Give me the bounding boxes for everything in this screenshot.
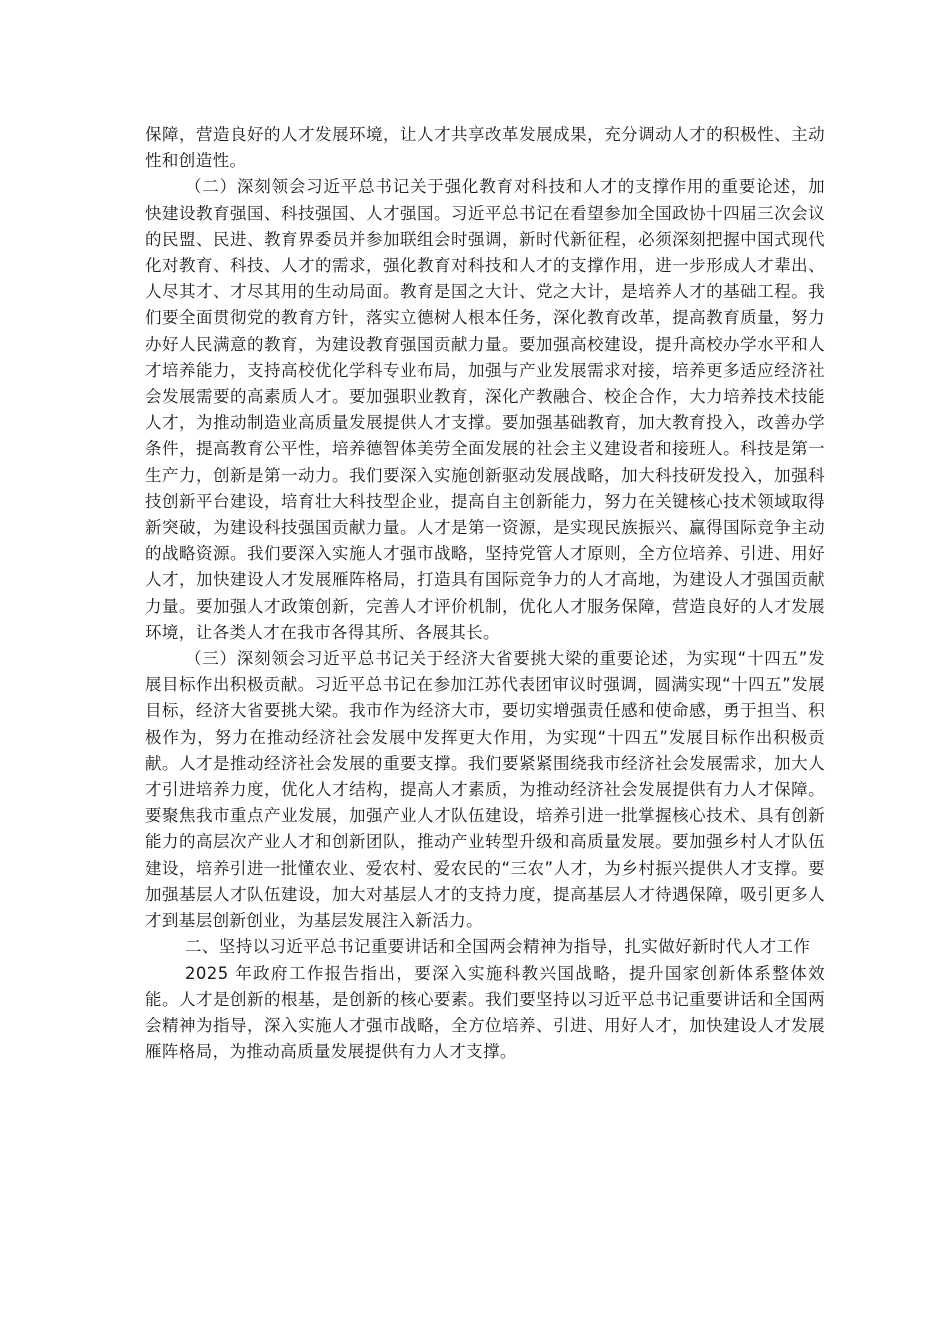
paragraph-section-3: （三）深刻领会习近平总书记关于经济大省要挑大梁的重要论述，为实现“十四五”发展目标作出积极贡献。习近平总书记在参加江苏代表团审议时强调，圆满实现“十四五”发展目标，经济大省要挑大梁。我市作为经济大市，要切实增强责任感和使命感，勇于担当、积极作为，努力在推动经济社会发展中发挥更大作用，为实现“十四五”发展目标作出积极贡献。人才是推动经济社会发展的重要支撑。我们要紧紧围绕我市经济社会发展需求，加大人才引进培养力度，优化人才结构，提高人才素质，为推动经济社会发展提供有力人才保障。要聚焦我市重点产业发展，加强产业人才队伍建设，培养引进一批掌握核心技术、具有创新能力的高层次产业人才和创新团队，推动产业转型升级和高质量发展。要加强乡村人才队伍建设，培养引进一批懂农业、爱农村、爱农民的“三农”人才，为乡村振兴提供人才支撑。要加强基层人才队伍建设，加大对基层人才的支持力度，提高基层人才待遇保障，吸引更多人才到基层创新创业，为基层发展注入新活力。 (145, 649, 825, 931)
paragraph-section-2: （二）深刻领会习近平总书记关于强化教育对科技和人才的支撑作用的重要论述，加快建设教育强国、科技强国、人才强国。习近平总书记在看望参加全国政协十四届三次会议的民盟、民进、教育界委员并参加联组会时强调，新时代新征程，必须深刻把握中国式现代化对教育、科技、人才的需求，强化教育对科技和人才的支撑作用，进一步形成人才辈出、人尽其才、才尽其用的生动局面。教育是国之大计、党之大计，是培养人才的基础工程。我们要全面贯彻党的教育方针，落实立德树人根本任务，深化教育改革，提高教育质量，努力办好人民满意的教育，为建设教育强国贡献力量。要加强高校建设，提升高校办学水平和人才培养能力，支持高校优化学科专业布局，加强与产业发展需求对接，培养更多适应经济社会发展需要的高素质人才。要加强职业教育，深化产教融合、校企合作，大力培养技术技能人才，为推动制造业高质量发展提供人才支撑。要加强基础教育，加大教育投入，改善办学条件，提高教育公平性，培养德智体美劳全面发展的社会主义建设者和接班人。科技是第一生产力，创新是第一动力。我们要深入实施创新驱动发展战略，加大科技研发投入，加强科技创新平台建设，培育壮大科技型企业，提高自主创新能力，努力在关键核心技术领域取得新突破，为建设科技强国贡献力量。人才是第一资源，是实现民族振兴、赢得国际竞争主动的战略资源。我们要深入实施人才强市战略，坚持党管人才原则，全方位培养、引进、用好人才，加快建设人才发展雁阵格局，打造具有国际竞争力的人才高地，为建设人才强国贡献力量。要加强人才政策创新，完善人才评价机制，优化人才服务保障，营造良好的人才发展环境，让各类人才在我市各得其所、各展其长。 (145, 177, 825, 642)
paragraph-government-report: 2025 年政府工作报告指出，要深入实施科教兴国战略，提升国家创新体系整体效能。人才是创新的根基，是创新的核心要素。我们要坚持以习近平总书记重要讲话和全国两会精神为指导，深入实施人才强市战略，全方位培养、引进、用好人才，加快建设人才发展雁阵格局，为推动高质量发展提供有力人才支撑。 (145, 963, 825, 1062)
paragraph-continuation: 保障，营造良好的人才发展环境，让人才共享改革发展成果，充分调动人才的积极性、主动性和创造性。 (145, 125, 825, 171)
document-body (145, 122, 825, 1065)
section-heading-2: 二、坚持以习近平总书记重要讲话和全国两会精神为指导，扎实做好新时代人才工作 (185, 937, 811, 957)
